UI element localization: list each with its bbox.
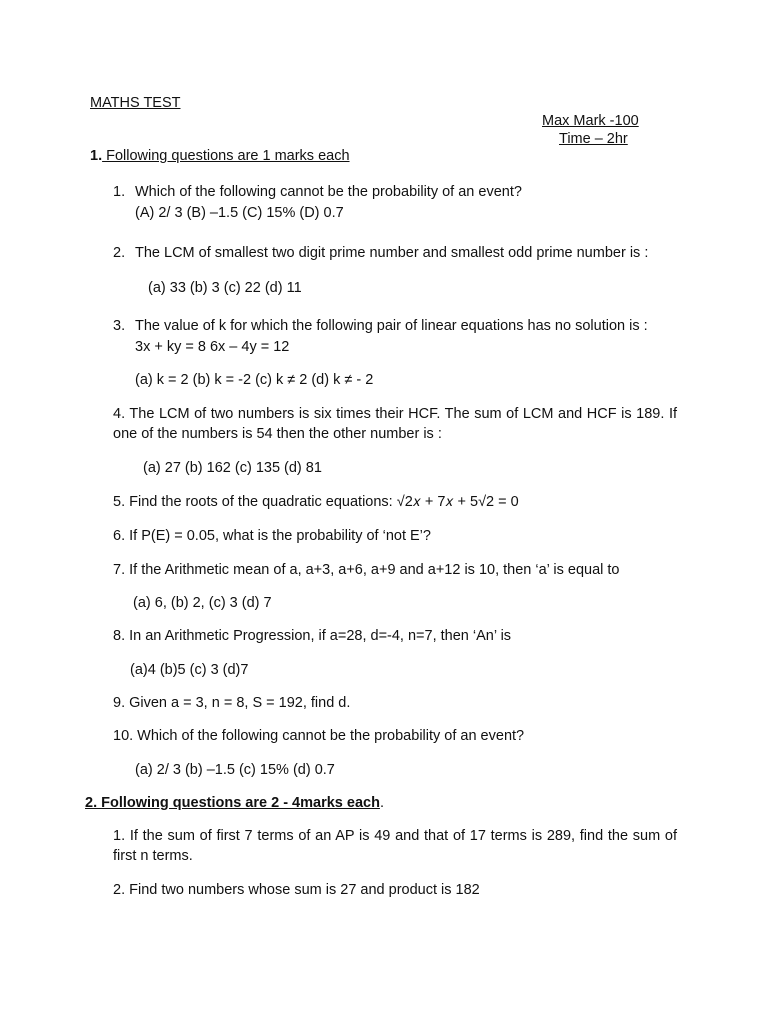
question-4: 4. The LCM of two numbers is six times their HCF. The sum of LCM and HCF is 189. If one of the numbers is 54 then the other number is :	[113, 406, 677, 442]
section2-title-tail: .	[379, 795, 384, 811]
question-1	[113, 182, 522, 202]
question-4-options: (a) 27 (b) 162 (c) 135 (d) 81	[143, 460, 322, 476]
time-limit: Time – 2hr	[559, 131, 628, 147]
question-number: 2.	[113, 245, 126, 261]
question-3-equations: 3x + ky = 8 6x – 4y = 12	[135, 339, 290, 355]
question-2	[113, 243, 648, 263]
section1-number: 1.	[90, 148, 103, 164]
question-7-options: (a) 6, (b) 2, (c) 3 (d) 7	[133, 595, 272, 611]
question-text: The value of k for which the following pair of linear equations has no solution is :	[135, 318, 648, 334]
question-6: 6. If P(E) = 0.05, what is the probability of ‘not E’?	[113, 528, 431, 544]
section1-heading	[90, 146, 350, 166]
question-8: 8. In an Arithmetic Progression, if a=28, d=-4, n=7, then ‘An’ is	[113, 628, 512, 644]
section1-title: Following questions are 1 marks each	[102, 148, 350, 164]
question-number: 3.	[113, 318, 126, 334]
question-7: 7. If the Arithmetic mean of a, a+3, a+6, a+9 and a+12 is 10, then ‘a’ is equal to	[113, 562, 620, 578]
question-text: Which of the following cannot be the probability of an event?	[135, 184, 522, 200]
question-number: 1.	[113, 184, 126, 200]
question-3-options: (a) k = 2 (b) k = -2 (c) k ≠ 2 (d) k ≠ - 2	[135, 372, 374, 388]
page-title: MATHS TEST	[90, 95, 181, 111]
section2-question-2: 2. Find two numbers whose sum is 27 and product is 182	[113, 882, 480, 898]
question-3	[113, 316, 648, 336]
section2-heading	[85, 793, 384, 813]
section2-title: 2. Following questions are 2 - 4marks each	[85, 795, 380, 811]
question-10-options: (a) 2/ 3 (b) –1.5 (c) 15% (d) 0.7	[135, 762, 335, 778]
question-1-options: (A) 2/ 3 (B) –1.5 (C) 15% (D) 0.7	[135, 205, 344, 221]
question-10: 10. Which of the following cannot be the probability of an event?	[113, 728, 525, 744]
question-5: 5. Find the roots of the quadratic equations: √2𝑥 + 7𝑥 + 5√2 = 0	[113, 494, 519, 510]
max-mark: Max Mark -100	[542, 113, 639, 129]
question-9: 9. Given a = 3, n = 8, S = 192, find d.	[113, 695, 351, 711]
question-8-options: (a)4 (b)5 (c) 3 (d)7	[130, 662, 249, 678]
question-text: The LCM of smallest two digit prime number and smallest odd prime number is :	[135, 245, 649, 261]
question-2-options: (a) 33 (b) 3 (c) 22 (d) 11	[148, 280, 302, 296]
section2-question-1: 1. If the sum of first 7 terms of an AP is 49 and that of 17 terms is 289, find the sum of first n terms.	[113, 828, 677, 864]
